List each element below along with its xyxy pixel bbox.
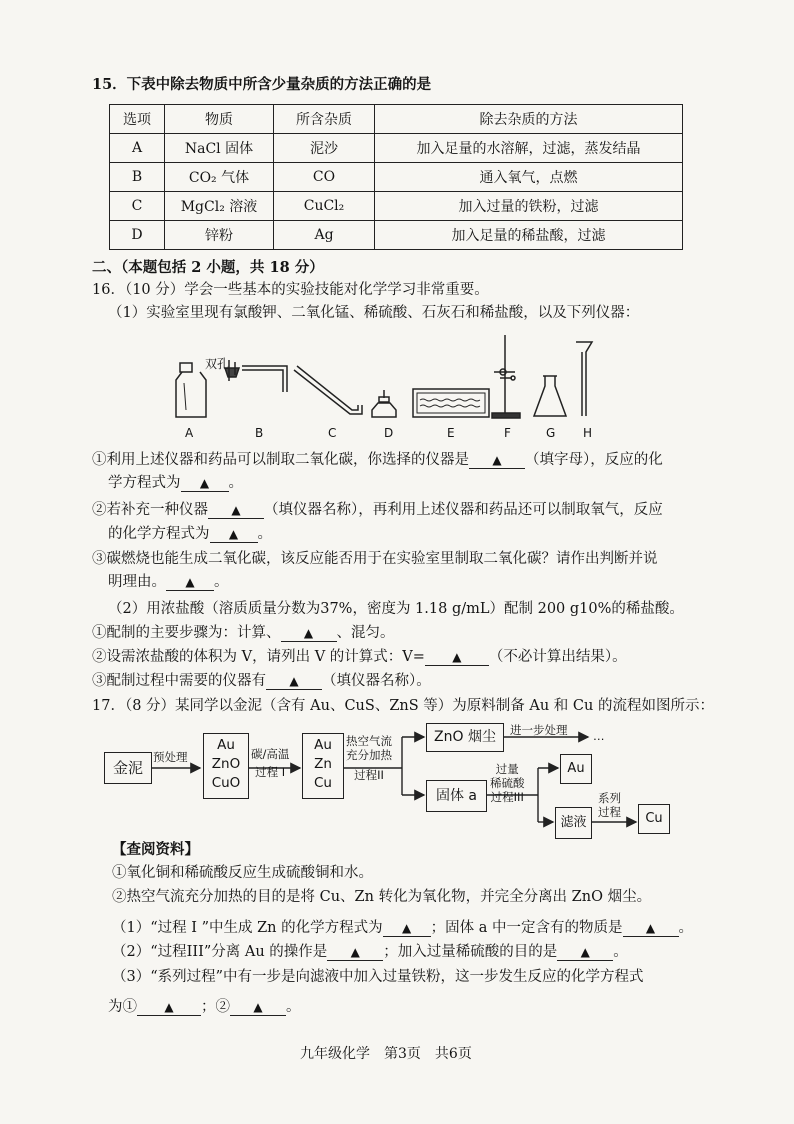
table-header: 所含杂质	[274, 105, 375, 134]
table-cell: A	[110, 134, 165, 163]
apparatus-label: A	[185, 426, 194, 440]
flow-box-mixture-2	[302, 733, 344, 799]
table-cell: Ag	[274, 221, 375, 250]
answer-blank	[383, 920, 431, 937]
q17-3-cont	[108, 995, 301, 1016]
q16-part1: （1）实验室里现有氯酸钾、二氧化锰、稀硫酸、石灰石和稀盐酸，以及下列仪器：	[108, 305, 640, 321]
q16-1-3-cont: 明理由。 ▲ 。	[108, 574, 229, 590]
text: ；固体 a 中一定含有的物质是	[430, 920, 623, 936]
text: （填仪器名称），再利用上述仪器和药品还可以制取氧气，反应	[264, 502, 663, 518]
table-cell: CO	[274, 163, 375, 192]
flow-label-step3	[490, 762, 525, 804]
text: （填字母），反应的化	[525, 452, 663, 468]
flow-box-solid-a: 固体 a	[426, 780, 487, 812]
reference-1: ①氧化铜和稀硫酸反应生成硫酸铜和水。	[112, 865, 373, 881]
table-cell: NaCl 固体	[165, 134, 274, 163]
text: 明理由。	[108, 574, 166, 590]
q16-1-2-cont: 的化学方程式为 ▲ 。	[108, 526, 272, 542]
flow-ellipsis: …	[593, 729, 605, 743]
triangle-marker: ▲	[289, 674, 299, 688]
answer-blank	[623, 920, 679, 937]
table-cell: D	[110, 221, 165, 250]
triangle-marker: ▲	[231, 503, 241, 517]
table-cell: C	[110, 192, 165, 221]
text: 为①	[108, 999, 137, 1015]
apparatus-label: H	[583, 426, 593, 440]
text: Zn	[314, 756, 332, 772]
triangle-marker: ▲	[303, 626, 314, 640]
text: ①配制的主要步骤为：计算、	[92, 625, 281, 641]
q15-stem: 15．下表中除去物质中所含少量杂质的方法正确的是	[92, 76, 432, 93]
text: 过程	[598, 805, 621, 819]
text: （2）“过程III”分离 Au 的操作是	[112, 944, 328, 960]
apparatus-label: E	[447, 426, 455, 440]
reference-title: 【查阅资料】	[112, 841, 199, 858]
flow-box-filtrate: 滤液	[555, 807, 592, 839]
triangle-marker: ▲	[185, 575, 195, 589]
flow-label-further: 进一步处理	[510, 723, 568, 737]
answer-blank	[557, 944, 613, 961]
q17-3: （3）“系列过程”中有一步是向滤液中加入过量铁粉，这一步发生反应的化学方程式	[112, 969, 644, 985]
q17-1	[112, 916, 693, 937]
text: Cu	[314, 775, 332, 791]
table-header: 除去杂质的方法	[375, 105, 683, 134]
text: 。	[613, 944, 628, 960]
triangle-marker: ▲	[350, 945, 360, 959]
flow-label-step1	[251, 747, 289, 779]
table-cell: 通入氧气，点燃	[375, 163, 683, 192]
triangle-marker: ▲	[645, 921, 656, 935]
triangle-marker: ▲	[199, 476, 210, 490]
q16-1-1-cont: 学方程式为 ▲ 。	[108, 475, 243, 491]
flow-label-yuchuli: 预处理	[153, 750, 188, 764]
q17-stem: 17．（8 分）某同学以金泥（含有 Au、CuS、ZnS 等）为原料制备 Au 和 Cu 的流程如图所示：	[92, 698, 714, 714]
table-cell: MgCl₂ 溶液	[165, 192, 274, 221]
flow-box-jinni: 金泥	[104, 752, 152, 784]
flow-box-mixture-1	[203, 733, 249, 799]
text: ①利用上述仪器和药品可以制取二氧化碳，你选择的仪器是	[92, 452, 469, 468]
triangle-marker: ▲	[492, 453, 502, 467]
apparatus-label: B	[255, 426, 264, 440]
text: ②设需浓盐酸的体积为 V，请列出 V 的计算式：V=	[92, 649, 425, 665]
answer-blank	[137, 999, 201, 1016]
reference-2: ②热空气流充分加热的目的是将 Cu、Zn 转化为氧化物，并完全分离出 ZnO 烟尘。	[112, 889, 652, 905]
text: 过量	[495, 762, 519, 776]
text: CuO	[211, 775, 241, 791]
q17-2	[112, 940, 628, 961]
shuangkong-label: 双孔	[205, 357, 230, 371]
apparatus-label: C	[328, 426, 337, 440]
triangle-marker: ▲	[164, 1000, 174, 1014]
apparatus-label: F	[504, 426, 511, 440]
text: 过程II	[354, 768, 384, 782]
text: 学方程式为	[108, 475, 181, 491]
text: 。	[286, 999, 301, 1015]
text: （填仪器名称）。	[322, 673, 431, 689]
table-cell: 锌粉	[165, 221, 274, 250]
text: Au	[217, 737, 235, 753]
flow-box-zno: ZnO 烟尘	[426, 723, 504, 752]
text: 的化学方程式为	[108, 526, 210, 542]
text: 过程 I	[255, 765, 286, 779]
q16-part2: （2）用浓盐酸（溶质质量分数为37%，密度为 1.18 g/mL）配制 200 g10%的稀盐酸。	[108, 601, 684, 617]
text: 过程III	[490, 790, 524, 804]
text: 稀硫酸	[490, 776, 525, 790]
text: ②若补充一种仪器	[92, 502, 208, 518]
answer-blank	[230, 999, 286, 1016]
text: ；②	[201, 999, 230, 1015]
triangle-marker: ▲	[580, 945, 590, 959]
text: Au	[314, 737, 332, 753]
text: （不必计算出结果）。	[488, 649, 627, 665]
triangle-marker: ▲	[402, 921, 412, 935]
table-cell: 加入足量的稀盐酸，过滤	[375, 221, 683, 250]
table-header: 物质	[165, 105, 274, 134]
q16-stem: 16．（10 分）学会一些基本的实验技能对化学学习非常重要。	[92, 282, 489, 298]
apparatus-label: G	[546, 426, 556, 440]
text: 热空气流	[346, 734, 392, 748]
table-cell: CO₂ 气体	[165, 163, 274, 192]
q16-1-3: ③碳燃烧也能生成二氧化碳，该反应能否用于在实验室里制取二氧化碳？请作出判断并说	[92, 551, 658, 567]
text: 系列	[598, 791, 621, 805]
text: ③配制过程中需要的仪器有	[92, 673, 266, 689]
flow-box-cu: Cu	[638, 804, 670, 834]
section-heading: 二、（本题包括 2 小题，共 18 分）	[92, 259, 324, 276]
text: ZnO	[211, 756, 241, 772]
text: ；加入过量稀硫酸的目的是	[383, 944, 558, 960]
text: 充分加热	[346, 748, 392, 762]
table-cell: 泥沙	[274, 134, 375, 163]
text: 。	[678, 920, 694, 936]
answer-blank	[327, 944, 383, 961]
flow-label-step2	[346, 734, 392, 782]
table-cell: B	[110, 163, 165, 192]
text: （1）“过程 I ”中生成 Zn 的化学方程式为	[112, 920, 383, 936]
table-header: 选项	[110, 105, 165, 134]
triangle-marker: ▲	[228, 527, 239, 541]
triangle-marker: ▲	[253, 1000, 263, 1014]
triangle-marker: ▲	[452, 650, 462, 664]
apparatus-label: D	[384, 426, 394, 440]
text: 碳/高温	[251, 747, 290, 761]
page-footer: 九年级化学 第3页 共6页	[300, 1046, 472, 1062]
flow-label-step4	[598, 791, 621, 819]
text: 、混匀。	[336, 625, 395, 641]
table-cell: 加入足量的水溶解，过滤，蒸发结晶	[375, 134, 683, 163]
table-cell: CuCl₂	[274, 192, 375, 221]
table-cell: 加入过量的铁粉，过滤	[375, 192, 683, 221]
flow-box-au: Au	[560, 754, 592, 784]
